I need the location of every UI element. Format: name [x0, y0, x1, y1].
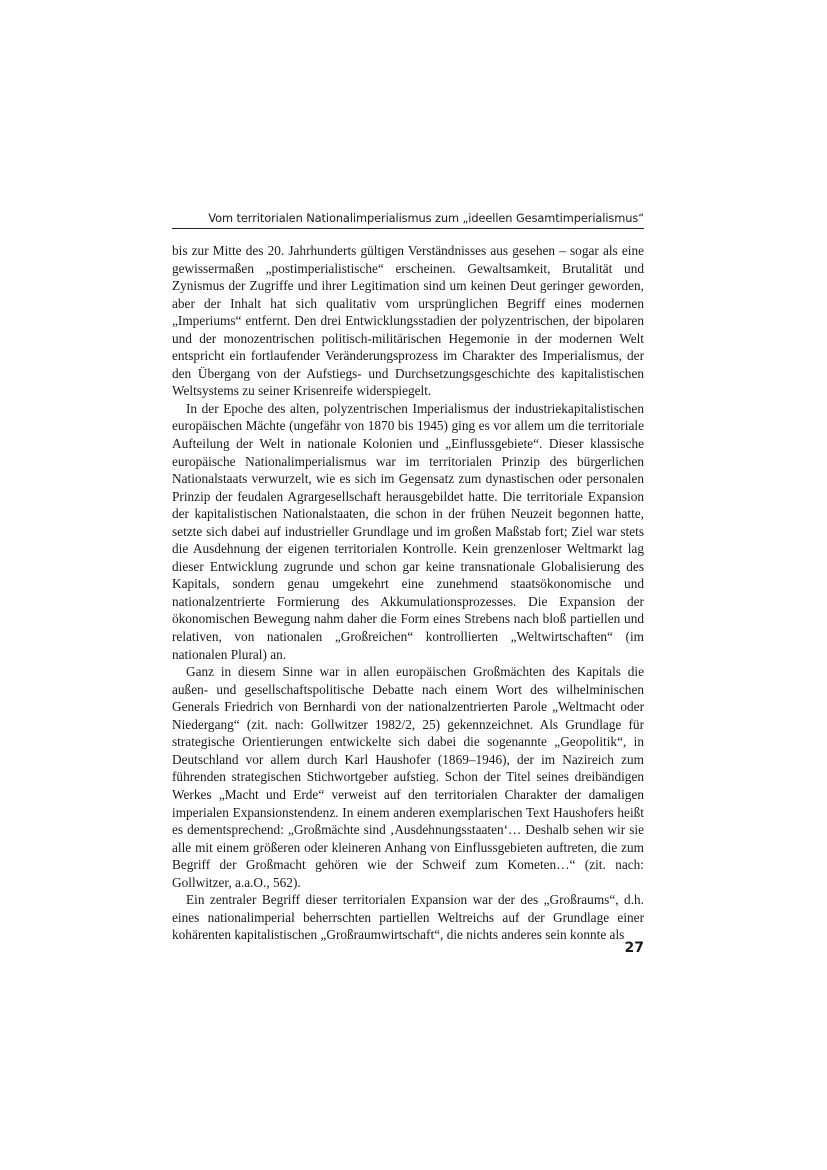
paragraph-4: Ein zentraler Begriff dieser territorialen Expansion war der des „Großraums“, d.h. eines nationalimperial beherrschten partiellen Weltreichs auf der Grundlage einer kohärenten kapitalistischen „Großraumwirtschaft“, die nichts anderes sein konnte als: [172, 892, 644, 943]
body-text: [172, 242, 644, 944]
paragraph-1: bis zur Mitte des 20. Jahrhunderts gültigen Verständnisses aus gesehen – sogar als eine gewissermaßen „postimperialistische“ erscheinen. Gewaltsamkeit, Brutalität und Zynismus der Zugriffe und ihrer Legitimation sind um keinen Deut geringer geworden, aber der Inhalt hat sich qualitativ vom ursprünglichen Begriff eines modernen „Imperiums“ entfernt. Den drei Entwicklungsstadien der polyzentrischen, der bipolaren und der monozentrischen politisch-militärischen Hegemonie in der modernen Welt entspricht ein fortlaufender Veränderungsprozess im Charakter des Imperialismus, der den Übergang von der Aufstiegs- und Durchsetzungsgeschichte des kapitalistischen Weltsystems zu seiner Krisenreife widerspiegelt.: [172, 243, 644, 399]
paragraph-2: In der Epoche des alten, polyzentrischen Imperialismus der industriekapitalistischen europäischen Mächte (ungefähr von 1870 bis 1945) ging es vor allem um die territoriale Aufteilung der Welt in nationale Kolonien und „Einflussgebiete“. Dieser klassische europäische Nationalimperialismus war im territorialen Prinzip des bürgerlichen Nationalstaats verwurzelt, wie es sich im Gegensatz zum dynastischen oder personalen Prinzip der feudalen Agrargesellschaft herausgebildet hatte. Die territoriale Expansion der kapitalistischen Nationalstaaten, die schon in der frühen Neuzeit begonnen hatte, setzte sich dabei auf industrieller Grundlage und im großen Maßstab fort; Ziel war stets die Ausdehnung der eigenen territorialen Kontrolle. Kein grenzenloser Weltmarkt lag dieser Entwicklung zugrunde und schon gar keine transnationale Globalisierung des Kapitals, sondern genau umgekehrt eine zunehmend staatsökonomische und nationalzentrierte Formierung des Akkumulationsprozesses. Die Expansion der ökonomischen Bewegung nahm daher die Form eines Strebens nach bloß partiellen und relativen, von nationalen „Großreichen“ kontrollierten „Weltwirtschaften“ (im nationalen Plural) an.: [172, 400, 644, 662]
paragraph-3: Ganz in diesem Sinne war in allen europäischen Großmächten des Kapitals die außen- und gesellschaftspolitische Debatte nach einem Wort des wilhelminischen Generals Friedrich von Bernhardi von der nationalzentrierten Parole „Weltmacht oder Niedergang“ (zit. nach: Gollwitzer 1982/2, 25) gekennzeichnet. Als Grundlage für strategische Orientierungen entwickelte sich dabei die sogenannte „Geopolitik“, in Deutschland vor allem durch Karl Haushofer (1869–1946), der im Nazireich zum führenden strategischen Stichwortgeber aufstieg. Schon der Titel seines dreibändigen Werkes „Macht und Erde“ verweist auf den territorialen Charakter der damaligen imperialen Expansionstendenz. In einem anderen exemplarischen Text Haushofers heißt es dementsprechend: „Großmächte sind ‚Ausdehnungsstaaten‘… Deshalb sehen wir sie alle mit einem größeren oder kleineren Anhang von Einflussgebieten auftreten, die zum Begriff der Großmacht gehören wie der Schweif zum Kometen…“ (zit. nach: Gollwitzer, a.a.O., 562).: [172, 664, 644, 890]
book-page: [172, 210, 644, 944]
page-number: 27: [624, 940, 644, 956]
running-header: Vom territorialen Nationalimperialismus zum „ideellen Gesamtimperialismus“: [172, 210, 644, 229]
